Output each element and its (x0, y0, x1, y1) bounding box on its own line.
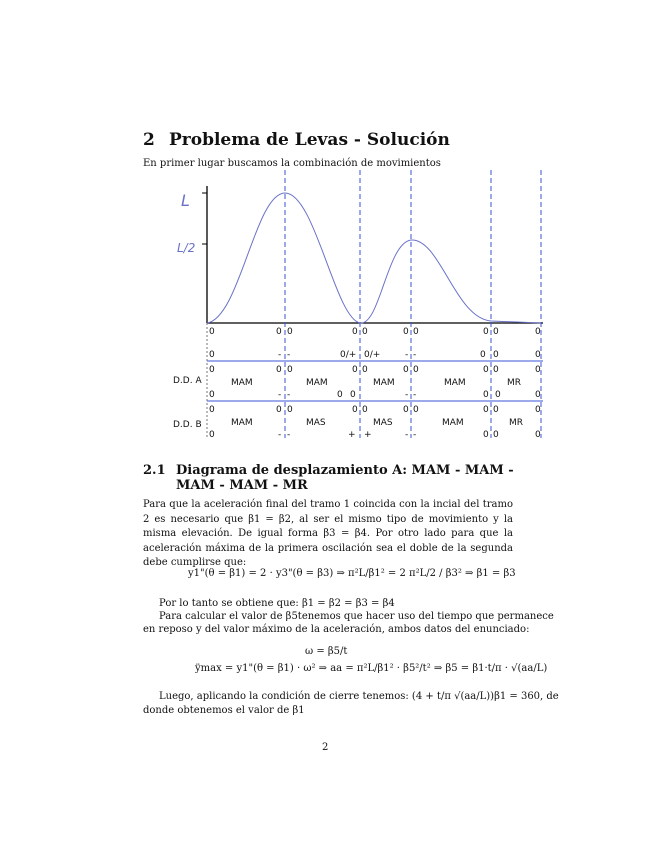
r1-v2: 0 (287, 327, 293, 337)
section-number: 2 (143, 130, 155, 150)
r2-v9: 0 (535, 350, 541, 360)
seg-b-2: MAS (306, 418, 326, 428)
seg-b-1: MAM (231, 418, 253, 428)
r4t-v9: 0 (535, 405, 541, 415)
r1-v5: 0 (403, 327, 409, 337)
cam-diagram (165, 168, 550, 443)
r1-v7: 0 (483, 327, 489, 337)
intro-text: En primer lugar buscamos la combinación de movimientos (143, 158, 441, 169)
r2-v4: 0/+ (364, 350, 381, 360)
seg-b-5: MR (509, 418, 524, 428)
r3t-v1: 0 (276, 365, 282, 375)
r4b-v9: 0 (535, 430, 541, 440)
seg-a-3: MAM (373, 378, 395, 388)
r4t-v0: 0 (209, 405, 215, 415)
subsection-title: Diagrama de desplazamiento A: MAM - MAM - MAM - MAM - MR (176, 463, 514, 493)
r2-v7: 0 (480, 350, 486, 360)
subsection-number: 2.1 (143, 463, 166, 478)
line-1: Por lo tanto se obtiene que: β1 = β2 = β3 = β4 (159, 598, 395, 609)
r2-v0: 0 (209, 350, 215, 360)
r4b-v0: 0 (209, 430, 215, 440)
r4b-v8: 0 (493, 430, 499, 440)
formula-omega: ω = β5/t (305, 646, 348, 657)
r3b-v4: 0 (350, 390, 356, 400)
seg-a-4: MAM (444, 378, 466, 388)
section-title: Problema de Levas - Solución (169, 130, 450, 150)
r3t-v0: 0 (209, 365, 215, 375)
r3t-v5: 0 (403, 365, 409, 375)
seg-a-5: MR (507, 378, 522, 388)
line-2: Para calcular el valor de β5tenemos que hacer uso del tiempo que permanece (159, 611, 554, 622)
r4b-v4: + (364, 430, 372, 440)
r2-v5: - (405, 350, 409, 360)
r3t-v2: 0 (287, 365, 293, 375)
r4b-v6: - (413, 430, 417, 440)
section-heading (143, 130, 450, 150)
r3b-v6: - (413, 390, 417, 400)
r2-v3: 0/+ (340, 350, 357, 360)
seg-a-2: MAM (306, 378, 328, 388)
line-5: donde obtenemos el valor de β1 (143, 705, 305, 716)
seg-a-1: MAM (231, 378, 253, 388)
r4t-v6: 0 (413, 405, 419, 415)
r4b-v2: - (287, 430, 291, 440)
r1-v6: 0 (413, 327, 419, 337)
r4b-v7: 0 (483, 430, 489, 440)
formula-1: y1"(θ = β1) = 2 · y3"(θ = β3) ⇒ π²L/β1² = 2 π²L/2 / β3² ⇒ β1 = β3 (188, 568, 516, 579)
r1-v3: 0 (352, 327, 358, 337)
r4t-v8: 0 (493, 405, 499, 415)
r2-v6: - (413, 350, 417, 360)
r2-v1: - (278, 350, 282, 360)
r1-v8: 0 (493, 327, 499, 337)
row-label-b: D.D. B (173, 420, 202, 430)
r4t-v1: 0 (276, 405, 282, 415)
paragraph-1: Para que la aceleración final del tramo 1 coincida con la incial del tramo 2 es necesario que β1 = β2, al ser el mismo tipo de movimiento y la misma elevación. De igual forma β3 = β4. Por otro lado para que la aceleración máxima de la primera oscilación sea el doble de la segunda debe cumplirse que: (143, 499, 513, 569)
r3b-v9: 0 (535, 390, 541, 400)
r1-v1: 0 (276, 327, 282, 337)
r1-v9: 0 (535, 327, 541, 337)
r3t-v8: 0 (493, 365, 499, 375)
formula-ymax: ÿmax = y1"(θ = β1) · ω² ⇒ aa = π²L/β1² · β5²/t² ⇒ β5 = β1·t/π · √(aa/L) (195, 663, 548, 674)
r3b-v3: 0 (337, 390, 343, 400)
r3t-v6: 0 (413, 365, 419, 375)
r4b-v3: + (348, 430, 356, 440)
r1-v0: 0 (209, 327, 215, 337)
seg-b-4: MAM (442, 418, 464, 428)
r4b-v5: - (405, 430, 409, 440)
r3b-v5: - (405, 390, 409, 400)
r3t-v4: 0 (362, 365, 368, 375)
r4t-v3: 0 (352, 405, 358, 415)
r3t-v3: 0 (352, 365, 358, 375)
r3t-v9: 0 (535, 365, 541, 375)
line-4: Luego, aplicando la condición de cierre tenemos: (4 + t/π √(aa/L))β1 = 360, de (159, 691, 559, 702)
r4t-v5: 0 (403, 405, 409, 415)
r3b-v7: 0 (483, 390, 489, 400)
r3b-v1: - (278, 390, 282, 400)
seg-b-3: MAS (373, 418, 393, 428)
label-l: L (181, 191, 190, 210)
r3b-v8: 0 (495, 390, 501, 400)
r4t-v2: 0 (287, 405, 293, 415)
r3b-v2: - (287, 390, 291, 400)
r4b-v1: - (278, 430, 282, 440)
r2-v8: 0 (493, 350, 499, 360)
r3t-v7: 0 (483, 365, 489, 375)
label-l-half: L/2 (177, 241, 196, 255)
r2-v2: - (287, 350, 291, 360)
line-3: en reposo y del valor máximo de la aceleración, ambos datos del enunciado: (143, 624, 530, 635)
row-label-a: D.D. A (173, 376, 202, 386)
r1-v4: 0 (362, 327, 368, 337)
r4t-v4: 0 (362, 405, 368, 415)
r4t-v7: 0 (483, 405, 489, 415)
page-number: 2 (322, 742, 329, 753)
r3b-v0: 0 (209, 390, 215, 400)
